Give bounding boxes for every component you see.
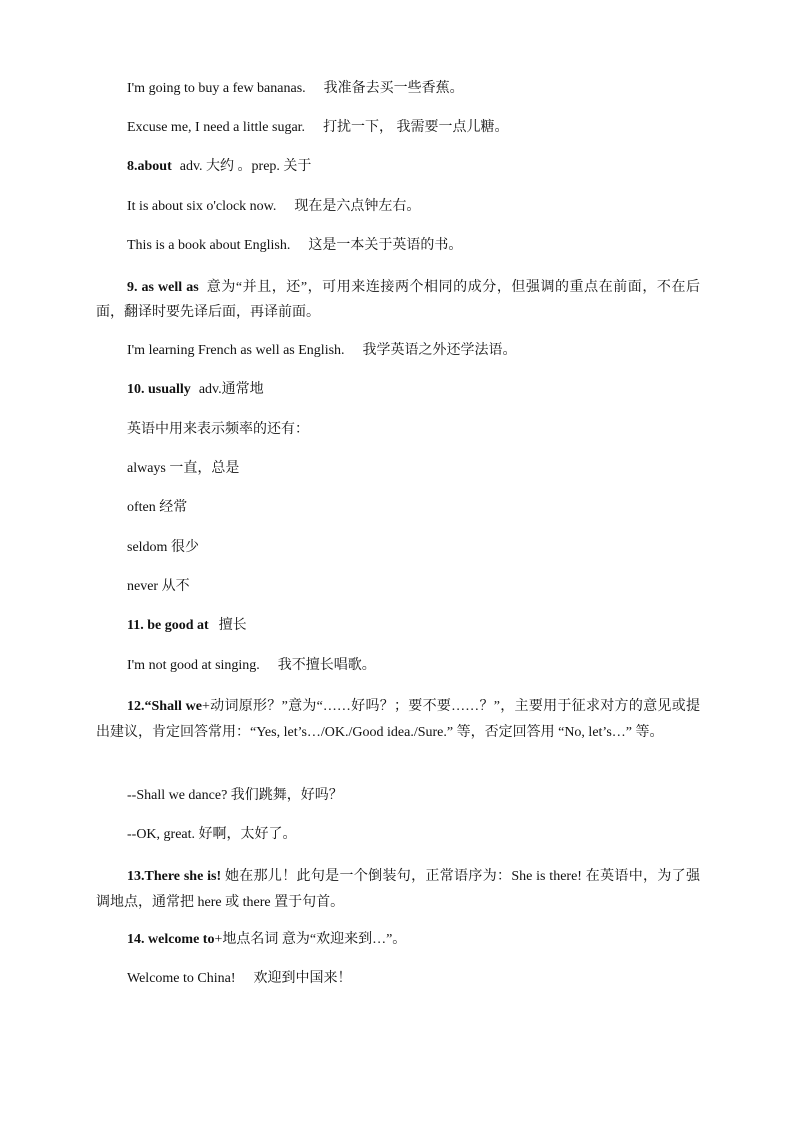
vocab-definition: 她在那儿！此句是一个倒装句，正常语序为：She is there! 在英语中，为了强调地点，通常把 here 或 there 置于句首。 [96,869,701,910]
chinese-translation: 我准备去买一些香蕉。 [323,81,464,96]
english-sentence: Excuse me, I need a little sugar. [127,120,306,135]
chinese-translation: 我不擅长唱歌。 [277,658,376,673]
frequency-word: never 从不 [127,579,190,594]
example-sentence [127,118,509,138]
frequency-word: always 一直，总是 [127,461,240,476]
vocab-explanation [96,275,700,325]
vocab-definition: +动词原形？”意为“……好吗？；要不要……？”，主要用于征求对方的意见或提出建议，肯定回答常用：“Yes, let’s…/OK./Good idea./Sure.” 等，否定回答用 “No, let’s…” 等。 [96,699,700,740]
example-sentence [127,236,462,256]
vocab-heading [127,616,247,636]
vocab-definition: 擅长 [218,618,247,633]
vocab-term: 11. be good at [127,618,209,633]
english-sentence: Welcome to China! [127,971,236,986]
vocab-term: 8.about [127,159,172,174]
frequency-word: seldom 很少 [127,540,199,555]
vocab-term: 10. usually [127,382,191,397]
chinese-translation: 打扰一下， 我需要一点儿糖。 [323,120,509,135]
vocab-definition: adv. 大约 。prep. 关于 [179,159,312,174]
vocab-term: 12.“Shall we [127,699,202,714]
english-sentence: This is a book about English. [127,238,291,253]
example-sentence [127,341,517,361]
text-line: 英语中用来表示频率的还有： [127,422,309,437]
example-sentence [127,656,376,676]
vocab-heading [127,930,406,950]
english-sentence: I'm not good at singing. [127,658,260,673]
dialogue-line: --Shall we dance? 我们跳舞，好吗？ [127,788,343,803]
vocab-explanation [96,864,700,915]
chinese-translation: 这是一本关于英语的书。 [308,238,463,253]
frequency-word: often 经常 [127,500,188,515]
english-sentence: It is about six o'clock now. [127,199,277,214]
dialogue-line: --OK, great. 好啊，太好了。 [127,827,297,842]
vocab-definition: adv.通常地 [198,382,264,397]
english-sentence: I'm learning French as well as English. [127,343,345,358]
chinese-translation: 欢迎到中国来！ [253,971,352,986]
vocab-definition: 意为“并且，还”，可用来连接两个相同的成分，但强调的重点在前面，不在后面，翻译时要先译后面，再译前面。 [96,280,701,320]
chinese-translation: 现在是六点钟左右。 [294,199,421,214]
example-sentence [127,79,464,99]
vocab-explanation [96,694,700,745]
vocab-definition: +地点名词 意为“欢迎来到…”。 [214,932,407,947]
vocab-term: 13.There she is! [127,869,222,884]
english-sentence: I'm going to buy a few bananas. [127,81,306,96]
example-sentence [127,197,420,217]
chinese-translation: 我学英语之外还学法语。 [362,343,517,358]
vocab-term: 14. welcome to [127,932,215,947]
vocab-heading [127,380,264,400]
vocab-term: 9. as well as [127,280,199,295]
example-sentence [127,969,352,989]
vocab-heading [127,157,311,177]
